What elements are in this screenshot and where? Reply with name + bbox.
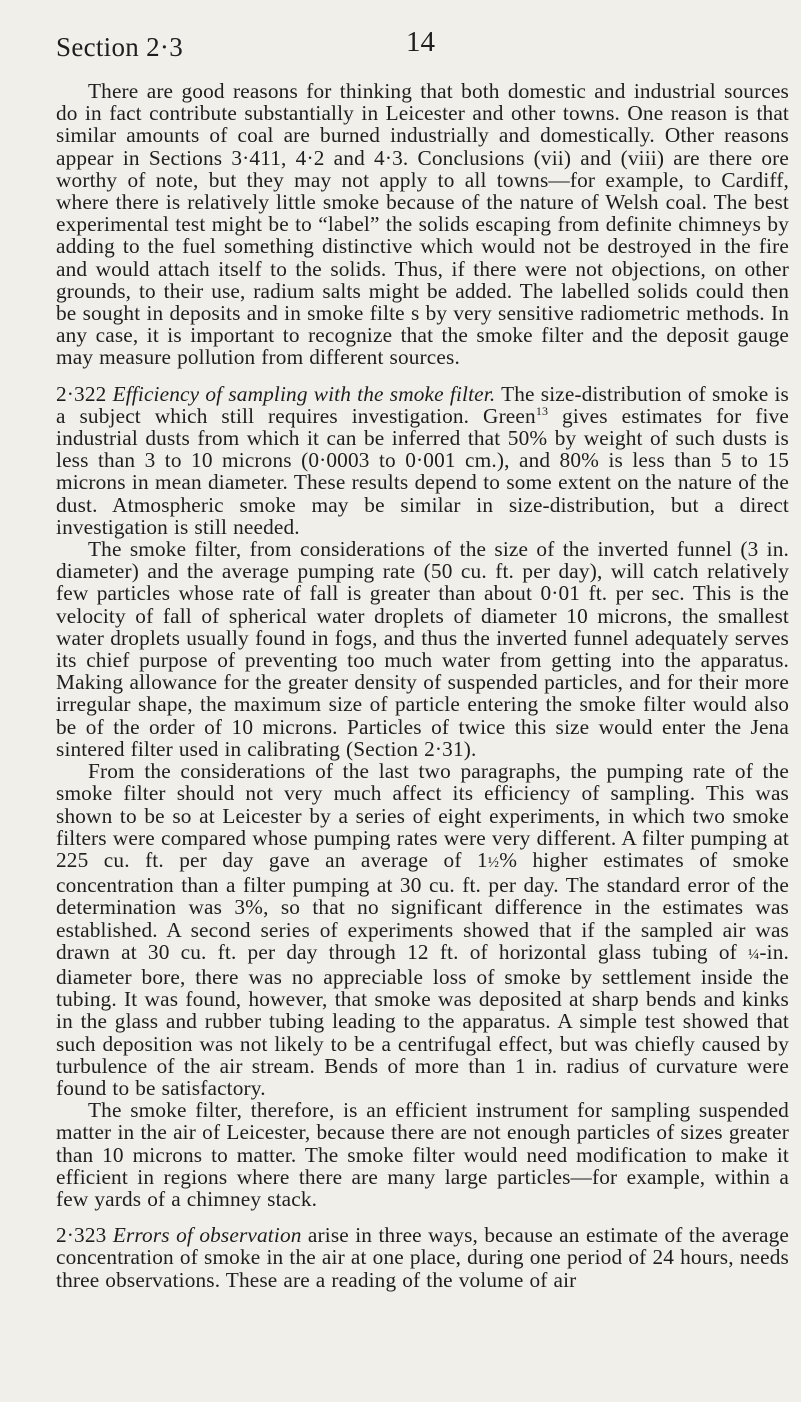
pumping-text-c: -in. diameter bore, there was no appreciable loss of smoke by settlement inside the tubing. It was found, however, that smoke was deposited at sharp bends and kinks in the glass and rubber tubing leading to the apparatus. A simple test showed that such deposition was not likely to be a centrifugal effect, but was chiefly caused by turbulence of the air stream. Bends of more than 1 in. radius of curvature were found to be satisfactory.	[56, 939, 789, 1100]
paragraph-efficient-instrument: The smoke filter, therefore, is an efficient instrument for sampling suspended matter in the air of Leicester, because there are not enough particles of sizes greater than 10 microns to matter. The smoke filter would need modification to make it efficient in regions where there are many large particles—for example, within a few yards of a chimney stack.	[56, 1098, 789, 1211]
section-heading-2: Errors of observation	[112, 1223, 302, 1248]
section-number: 2·322	[56, 381, 107, 406]
fraction-half: ½	[487, 854, 500, 871]
section-2-323-paragraph	[56, 1224, 789, 1291]
page-number: 14	[406, 26, 435, 58]
body-text	[56, 80, 789, 1291]
fraction-quarter: ¼	[748, 946, 760, 963]
section-heading: Efficiency of sampling with the smoke filter.	[112, 381, 496, 406]
section-number-2: 2·323	[56, 1223, 107, 1248]
paragraph-industrial-sources: There are good reasons for thinking that both domestic and industrial sources do in fact contribute substantially in Leicester and other towns. One reason is that similar amounts of coal are burned industrially and domestically. Other reasons appear in Sections 3·411, 4·2 and 4·3. Conclusions (vii) and (viii) are there ore worthy of note, but they may not apply to all towns—for example, to Cardiff, where there is relatively little smoke because of the nature of Welsh coal. The best experimental test might be to “label” the solids escaping from definite chimneys by adding to the fuel something distinctive which would not be destroyed in the fire and would attach itself to the solids. Thus, if there were not objections, on other grounds, to their use, radium salts might be added. The labelled solids could then be sought in deposits and in smoke filte s by very sensitive radiometric methods. In any case, it is important to recognize that the smoke filter and the deposit gauge may measure pollution from different sources.	[56, 79, 789, 370]
section-text-2: arise in three ways, because an estimate of the average concentration of smoke in the air at one place, during one period of 24 hours, needs three observations. These are a reading of the volume of air	[56, 1223, 789, 1292]
pumping-text-b: % higher estimates of smoke concentration than a filter pumping at 30 cu. ft. per day. The standard error of the determination was 3%, so that no significant difference in the estimates was established. A second series of experiments showed that if the sampled air was drawn at 30 cu. ft. per day through 12 ft. of horizontal glass tubing of	[56, 847, 789, 964]
section-text-continued: gives estimates for five industrial dusts from which it can be inferred that 50% by weight of such dusts is less than 3 to 10 microns (0·0003 to 0·001 cm.), and 80% is less than 5 to 15 microns in mean diameter. These results depend to some extent on the nature of the dust. Atmospheric smoke may be similar in size-distribution, but a direct investigation is still needed.	[56, 403, 789, 539]
pumping-text-a: From the considerations of the last two paragraphs, the pumping rate of the smoke filter should not very much affect its efficiency of sampling. This was shown to be so at Leicester by a series of eight experiments, in which two smoke filters were compared whose pumping rates were very different. A filter pumping at 225 cu. ft. per day gave an average of 1	[56, 759, 789, 872]
paragraph-pumping-rate	[56, 760, 789, 1099]
page-header	[56, 26, 789, 70]
reference-superscript: 13	[535, 403, 549, 418]
section-label: Section 2·3	[56, 32, 184, 62]
section-text: The size-distribution of smoke is a subject which still requires investigation. Green	[56, 381, 789, 428]
section-2-322-paragraph	[56, 383, 789, 538]
paragraph-inverted-funnel: The smoke filter, from considerations of the size of the inverted funnel (3 in. diameter) and the average pumping rate (50 cu. ft. per day), will catch relatively few particles whose rate of fall is greater than about 0·01 ft. per sec. This is the velocity of fall of spherical water droplets of diameter 10 microns, the smallest water droplets usually found in fogs, and thus the inverted funnel adequately serves its chief purpose of preventing too much water from getting into the apparatus. Making allowance for the greater density of suspended particles, and for their more irregular shape, the maximum size of particle entering the smoke filter would also be of the order of 10 microns. Particles of twice this size would enter the Jena sintered filter used in calibrating (Section 2·31).	[56, 537, 789, 761]
